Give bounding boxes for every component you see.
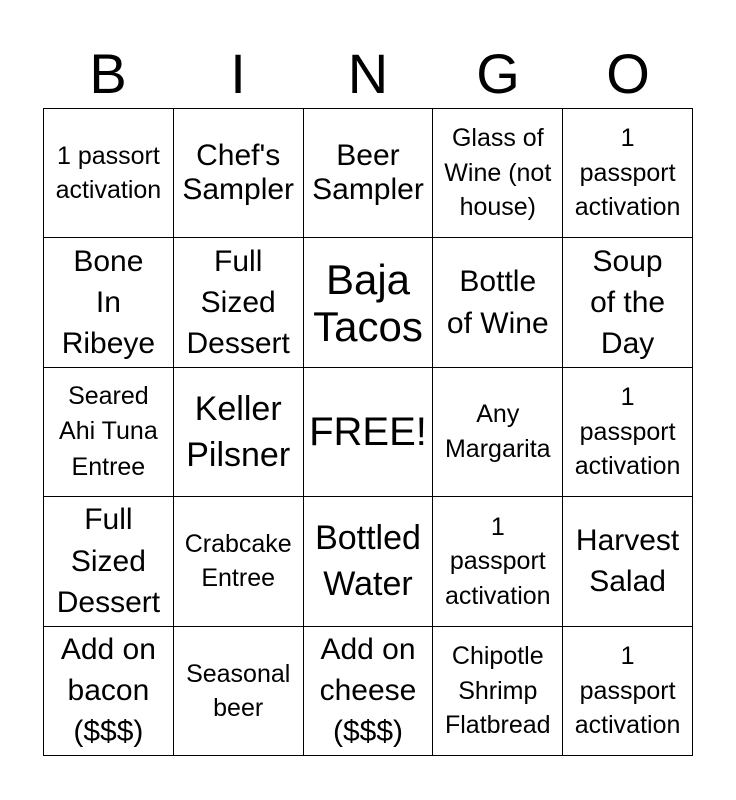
header-letter-i: I <box>230 42 246 105</box>
bingo-cell-r2-c5[interactable]: Soup of the Day <box>563 238 693 367</box>
bingo-cell-r2-c2[interactable]: Full Sized Dessert <box>174 238 304 367</box>
bingo-cell-r5-c3[interactable]: Add on cheese ($$$) <box>304 627 434 756</box>
bingo-grid <box>43 108 693 756</box>
header-letter-b: B <box>89 42 127 105</box>
bingo-header <box>43 40 693 108</box>
header-letter-g: G <box>476 42 520 105</box>
bingo-cell-r3-c5[interactable]: 1 passport activation <box>563 368 693 497</box>
bingo-cell-r1-c2[interactable]: Chef's Sampler <box>174 109 304 238</box>
bingo-cell-r5-c2[interactable]: Seasonal beer <box>174 627 304 756</box>
bingo-cell-r1-c3[interactable]: Beer Sampler <box>304 109 434 238</box>
bingo-cell-r4-c1[interactable]: Full Sized Dessert <box>44 497 174 626</box>
bingo-cell-r5-c1[interactable]: Add on bacon ($$$) <box>44 627 174 756</box>
bingo-cell-r4-c2[interactable]: Crabcake Entree <box>174 497 304 626</box>
bingo-cell-r1-c5[interactable]: 1 passport activation <box>563 109 693 238</box>
bingo-cell-r4-c5[interactable]: Harvest Salad <box>563 497 693 626</box>
bingo-cell-r5-c4[interactable]: Chipotle Shrimp Flatbread <box>433 627 563 756</box>
bingo-cell-r4-c3[interactable]: Bottled Water <box>304 497 434 626</box>
bingo-cell-r3-c4[interactable]: Any Margarita <box>433 368 563 497</box>
bingo-cell-r2-c4[interactable]: Bottle of Wine <box>433 238 563 367</box>
bingo-cell-r3-c3[interactable]: FREE! <box>304 368 434 497</box>
bingo-cell-r5-c5[interactable]: 1 passport activation <box>563 627 693 756</box>
header-letter-o: O <box>606 42 650 105</box>
bingo-cell-r1-c1[interactable]: 1 passort activation <box>44 109 174 238</box>
bingo-cell-r4-c4[interactable]: 1 passport activation <box>433 497 563 626</box>
bingo-cell-r2-c1[interactable]: Bone In Ribeye <box>44 238 174 367</box>
bingo-cell-r2-c3[interactable]: Baja Tacos <box>304 238 434 367</box>
bingo-cell-r1-c4[interactable]: Glass of Wine (not house) <box>433 109 563 238</box>
bingo-cell-r3-c2[interactable]: Keller Pilsner <box>174 368 304 497</box>
header-letter-n: N <box>347 42 389 105</box>
bingo-cell-r3-c1[interactable]: Seared Ahi Tuna Entree <box>44 368 174 497</box>
